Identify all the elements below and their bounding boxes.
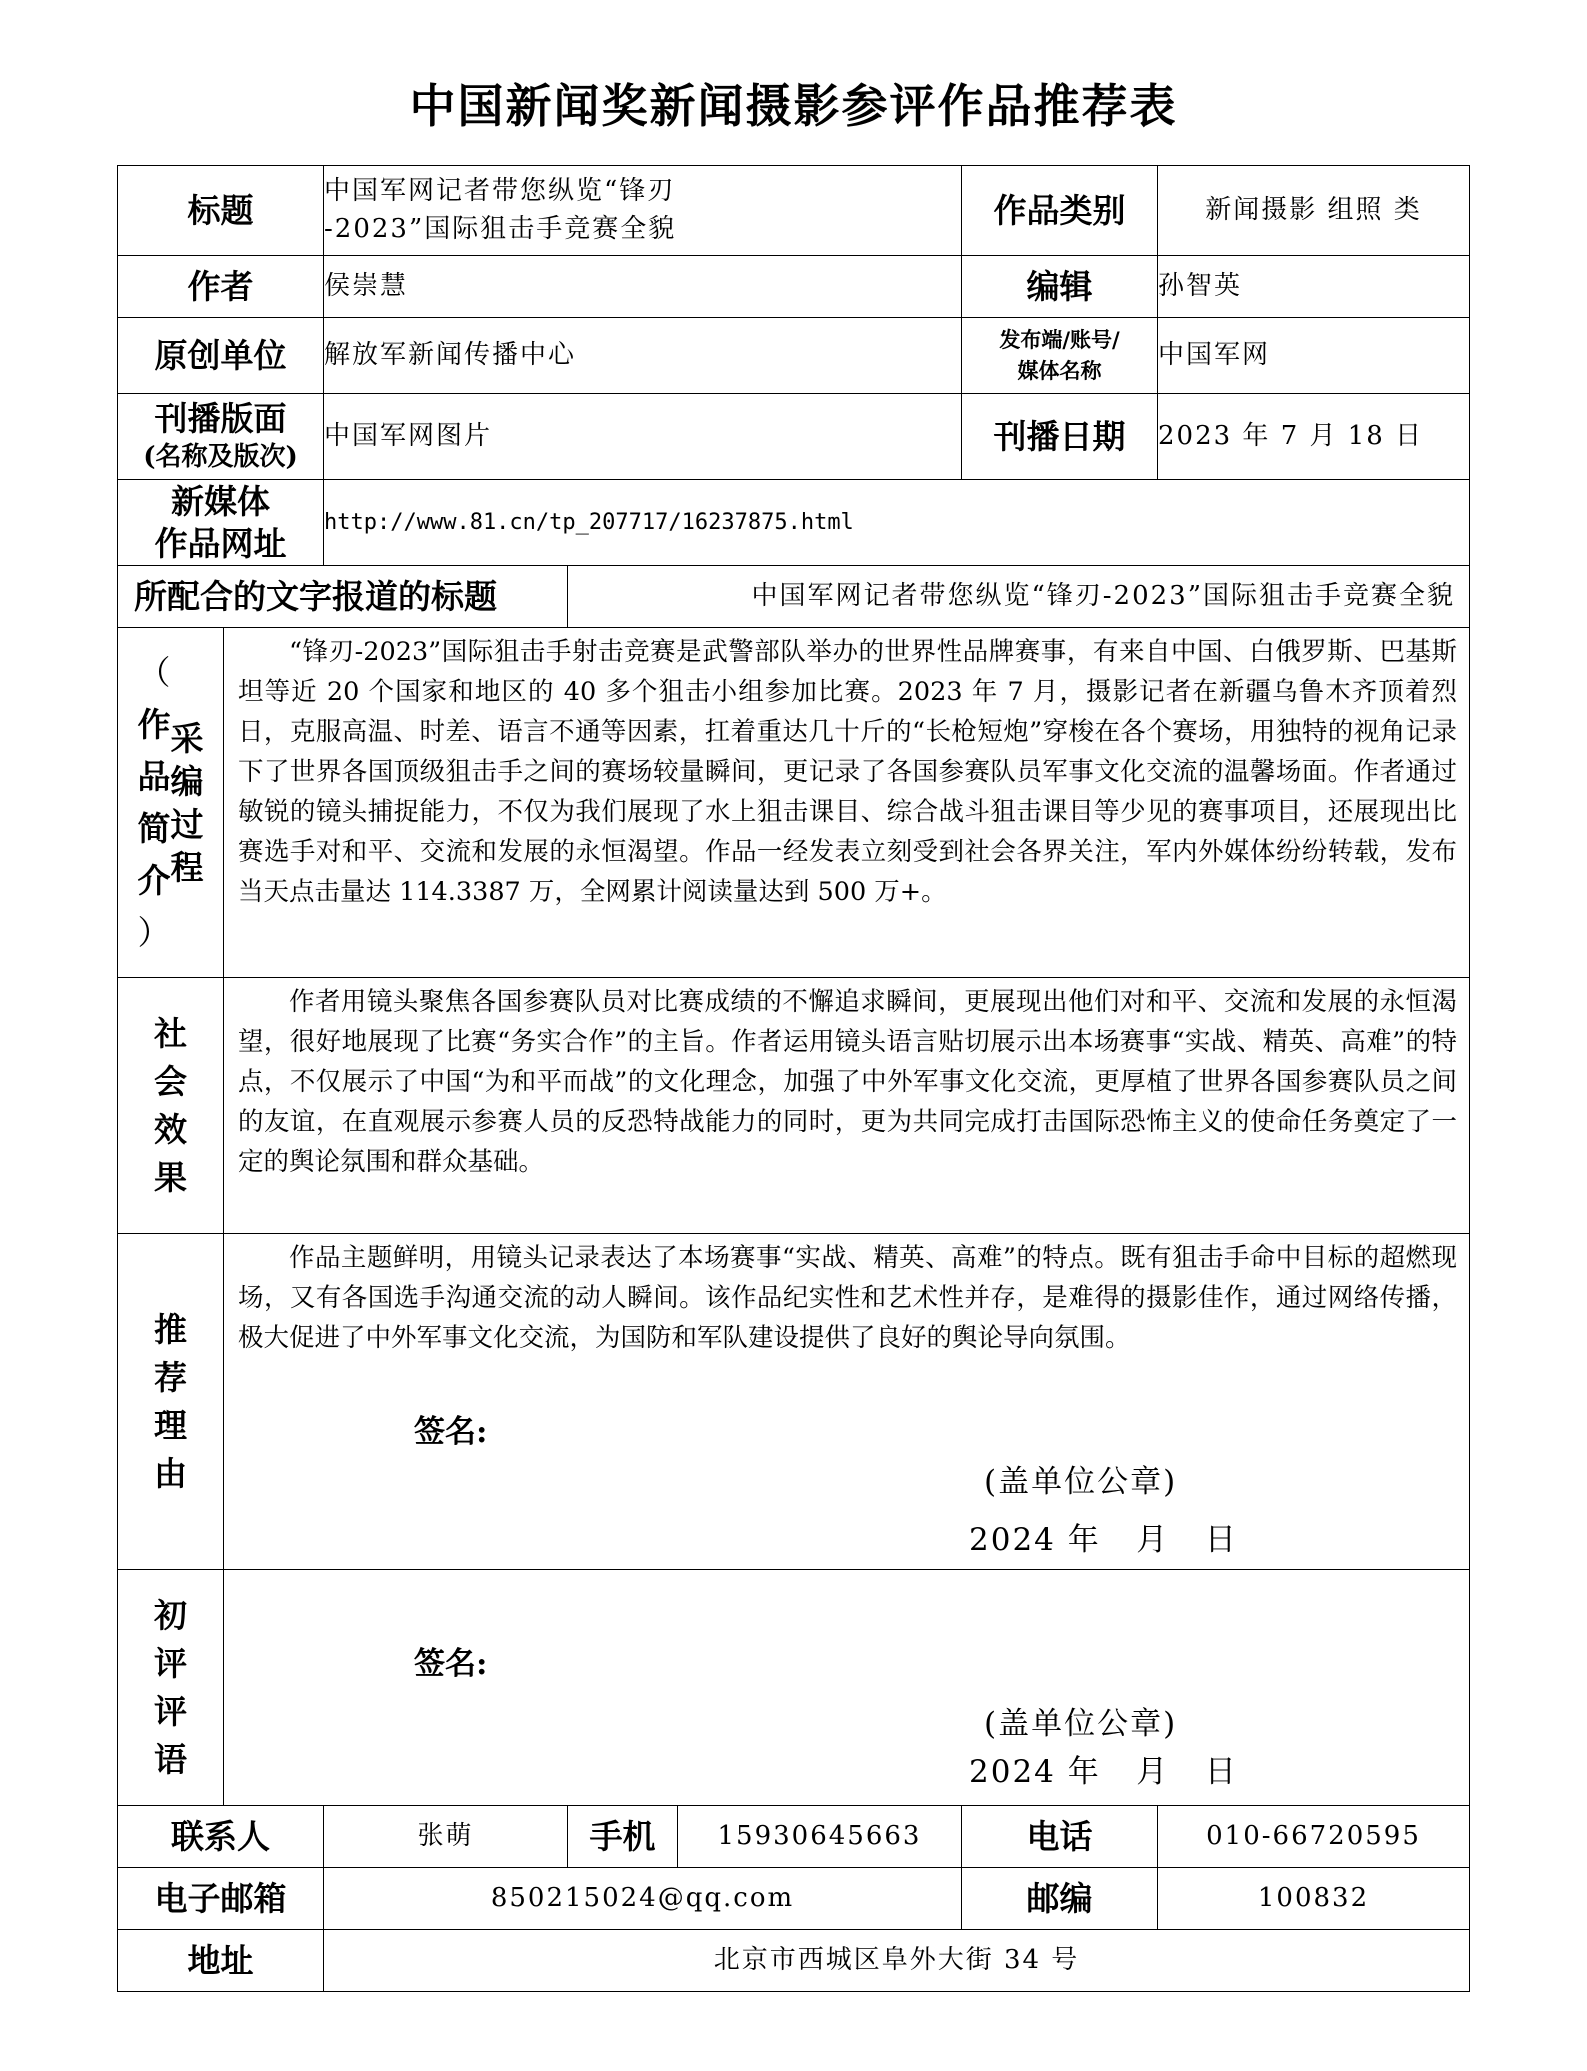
intro-label-char: 介 [137,860,171,900]
mobile-label: 手机 [568,1806,678,1868]
layout-label [118,394,324,480]
category-value: 新闻摄影 组照 类 [1158,166,1470,256]
reason-label-char: 荐 [154,1357,187,1397]
document-title: 中国新闻奖新闻摄影参评作品推荐表 [409,79,1178,133]
reason-text: 作品主题鲜明，用镜头记录表达了本场赛事“实战、精英、高难”的特点。既有狙击手命中目标的超燃现场，又有各国选手沟通交流的动人瞬间。该作品纪实性和艺术性并存，是难得的摄影佳作，通过网络传播，极大促进了中外军事文化交流，为国防和军队建设提供了良好的舆论导向氛围。 [238,1243,1457,1353]
unit-value: 解放军新闻传播中心 [324,318,962,394]
zip-value: 100832 [1158,1868,1470,1930]
author-value: 侯崇慧 [324,256,962,318]
intro-label-char: 品 [137,756,171,796]
title-value-line1: 中国军网记者带您纵览“锋刃 [324,175,676,206]
intro-label-char: 过 [170,804,204,844]
review-label-char: 评 [154,1643,187,1683]
recommendation-form [117,165,1470,1992]
intro-label [118,628,224,978]
reason-label-char: 理 [154,1405,187,1445]
editor-label: 编辑 [962,256,1158,318]
intro-label-char: （ [137,652,171,692]
reason-label-char: 由 [154,1453,187,1493]
zip-label: 邮编 [962,1868,1158,1930]
contact-value: 张萌 [324,1806,568,1868]
author-label: 作者 [118,256,324,318]
intro-label-char: ） [137,912,171,952]
date-label: 刊播日期 [962,394,1158,480]
review-label-char: 评 [154,1691,187,1731]
reason-signature-label: 签名: [414,1414,488,1450]
review-date: 2024 年 月 日 [969,1754,1238,1790]
intro-label-char: 编 [170,761,204,801]
phone-label: 电话 [962,1806,1158,1868]
reason-label-char: 推 [154,1309,187,1349]
phone-value: 010-66720595 [1158,1806,1470,1868]
intro-label-char: 采 [170,718,204,758]
review-label-char: 初 [154,1595,187,1635]
reason-cell [224,1234,1470,1570]
email-label: 电子邮箱 [118,1868,324,1930]
url-label [118,480,324,566]
intro-text: “锋刃-2023”国际狙击手射击竞赛是武警部队举办的世界性品牌赛事，有来自中国、白俄罗斯、巴基斯坦等近 20 个国家和地区的 40 多个狙击小组参加比赛。2023 年 7 月，摄影记者在新疆乌鲁木齐顶着烈日，克服高温、时差、语言不通等因素，扛着重达几十斤的“长枪短炮”穿梭在各个赛场，用独特的视角记录下了世界各国顶级狙击手之间的赛场较量瞬间，更记录了各国参赛队员军事文化交流的温馨场面。作者通过敏锐的镜头捕捉能力，不仅为我们展现了水上狙击课目、综合战斗狙击课目等少见的赛事项目，还展现出比赛选手对和平、交流和发展的永恒渴望。作品一经发表立刻受到社会各界关注，军内外媒体纷纷转载，发布当天点击量达 114.3387 万，全网累计阅读量达到 500 万+。 [238,637,1457,907]
editor-value: 孙智英 [1158,256,1470,318]
intro-label-col2 [171,717,204,889]
layout-value: 中国军网图片 [324,394,962,480]
title-value-line2: -2023”国际狙击手竞赛全貌 [324,213,677,244]
effect-label [118,978,224,1234]
review-label [118,1570,224,1806]
related-label: 所配合的文字报道的标题 [118,566,568,628]
publisher-label-line1: 发布端/账号/ [999,327,1120,353]
unit-label: 原创单位 [118,318,324,394]
review-label-char: 语 [154,1739,187,1779]
layout-label-line2: (名称及版次) [143,441,298,472]
reason-label [118,1234,224,1570]
email-value[interactable]: 850215024@qq.com [324,1868,962,1930]
title-value [324,166,962,256]
title-label: 标题 [118,166,324,256]
publisher-value: 中国军网 [1158,318,1470,394]
effect-label-char: 效 [154,1109,187,1149]
related-value: 中国军网记者带您纵览“锋刃-2023”国际狙击手竞赛全貌 [568,566,1470,628]
address-label: 地址 [118,1930,324,1992]
publisher-label-line2: 媒体名称 [1017,357,1102,383]
effect-label-char: 会 [154,1061,187,1101]
intro-text-cell [224,628,1470,978]
intro-label-col1 [138,647,171,959]
category-label: 作品类别 [962,166,1158,256]
url-label-line2: 作品网址 [154,523,287,563]
review-stamp-label: (盖单位公章) [984,1706,1178,1742]
intro-label-char: 简 [137,808,171,848]
layout-label-line1: 刊播版面 [154,399,287,439]
review-cell [224,1570,1470,1806]
date-value: 2023 年 7 月 18 日 [1158,394,1470,480]
effect-label-char: 果 [154,1157,187,1197]
intro-label-char: 程 [170,847,204,887]
effect-label-char: 社 [154,1013,187,1053]
address-value: 北京市西城区阜外大街 34 号 [324,1930,1470,1992]
effect-text: 作者用镜头聚焦各国参赛队员对比赛成绩的不懈追求瞬间，更展现出他们对和平、交流和发展的永恒渴望，很好地展现了比赛“务实合作”的主旨。作者运用镜头语言贴切展示出本场赛事“实战、精英、高难”的特点，不仅展示了中国“为和平而战”的文化理念，加强了中外军事文化交流，更厚植了世界各国参赛队员之间的友谊，在直观展示参赛人员的反恐特战能力的同时，更为共同完成打击国际恐怖主义的使命任务奠定了一定的舆论氛围和群众基础。 [238,987,1457,1177]
url-value[interactable]: http://www.81.cn/tp_207717/16237875.html [324,480,1470,566]
mobile-value: 15930645663 [678,1806,962,1868]
review-signature-label: 签名: [414,1646,488,1682]
contact-label: 联系人 [118,1806,324,1868]
publisher-label [962,318,1158,394]
effect-text-cell [224,978,1470,1234]
intro-label-char: 作 [137,704,171,744]
reason-date: 2024 年 月 日 [969,1522,1238,1558]
url-label-line1: 新媒体 [171,482,270,522]
reason-stamp-label: (盖单位公章) [984,1464,1178,1500]
